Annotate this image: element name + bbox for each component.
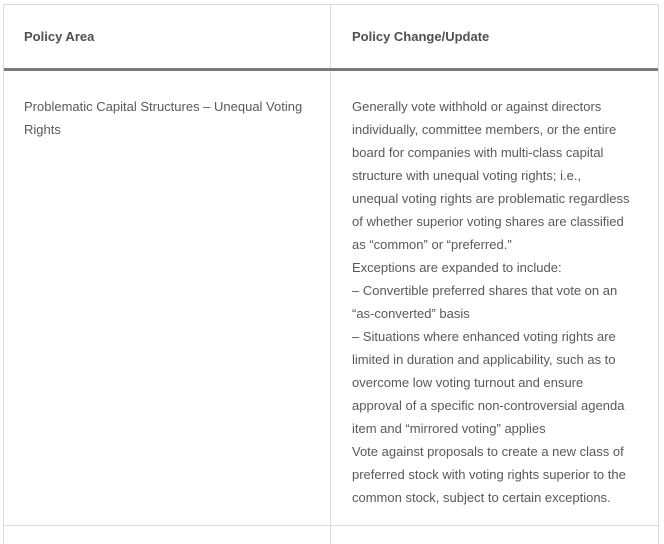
policy-area-line: Problematic Capital Structures – Unequal Voting (24, 99, 303, 114)
policy-change-line: of whether superior voting shares are classified (352, 214, 624, 229)
policy-change-line: – Situations where enhanced voting rights are (352, 329, 616, 344)
header-policy-change: Policy Change/Update (352, 29, 490, 44)
policy-area-cell (24, 95, 314, 141)
policy-change-line: approval of a specific non-controversial agenda (352, 398, 625, 413)
header-policy-area: Policy Area (24, 29, 95, 44)
policy-change-line: overcome low voting turnout and ensure (352, 375, 584, 390)
policy-change-line: structure with unequal voting rights; i.e., (352, 168, 582, 183)
policy-area-line: Rights (24, 122, 61, 137)
policy-change-line: unequal voting rights are problematic regardless (352, 191, 630, 206)
column-divider (330, 5, 331, 544)
policy-change-line: as “common” or “preferred.” (352, 237, 512, 252)
policy-change-line: Generally vote withhold or against directors (352, 99, 602, 114)
row-divider (4, 525, 658, 526)
header-rule (4, 68, 658, 71)
policy-change-line: board for companies with multi-class capital (352, 145, 604, 160)
policy-change-line: “as-converted” basis (352, 306, 470, 321)
policy-change-line: common stock, subject to certain exceptions. (352, 490, 611, 505)
policy-table (3, 4, 659, 544)
policy-change-line: individually, committee members, or the entire (352, 122, 617, 137)
policy-change-line: preferred stock with voting rights superior to the (352, 467, 626, 482)
policy-change-line: Exceptions are expanded to include: (352, 260, 562, 275)
policy-change-line: limited in duration and applicability, such as to (352, 352, 616, 367)
policy-change-cell (352, 95, 648, 509)
policy-change-line: item and “mirrored voting” applies (352, 421, 546, 436)
policy-change-line: – Convertible preferred shares that vote on an (352, 283, 618, 298)
policy-change-line: Vote against proposals to create a new class of (352, 444, 624, 459)
